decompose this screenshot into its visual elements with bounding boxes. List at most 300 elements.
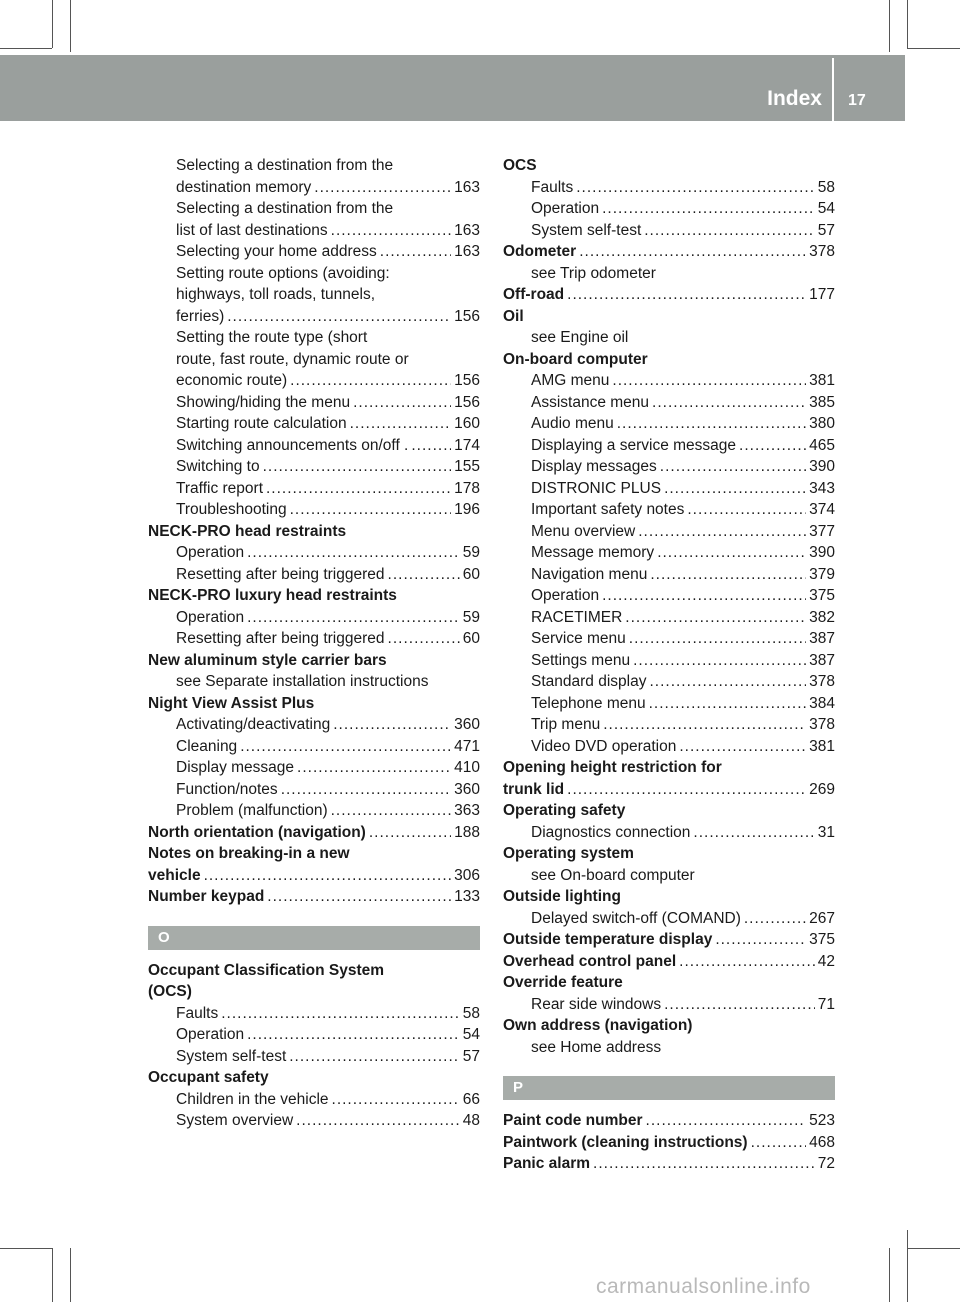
index-column-right (503, 155, 835, 1175)
entry-label: Troubleshooting (176, 501, 287, 518)
page-reference: 196 (454, 501, 480, 518)
index-entry (148, 1067, 480, 1089)
entry-label: Children in the vehicle (176, 1090, 329, 1108)
leader-dots (638, 521, 806, 543)
page-reference: 60 (462, 630, 480, 647)
entry-label: Operation (176, 1026, 245, 1043)
entry-label: Panic alarm (503, 1155, 591, 1172)
index-subentry (503, 327, 835, 349)
section-header: O (148, 926, 480, 950)
page-reference: 375 (809, 931, 835, 948)
leader-dots (332, 1089, 460, 1111)
page-reference: 306 (454, 866, 480, 884)
leader-dots (602, 585, 806, 607)
entry-label: Telephone menu (531, 694, 646, 712)
entry-label: NECK-PRO head restraints (148, 522, 347, 540)
entry-label: Operation (531, 587, 600, 604)
index-subentry (148, 1024, 480, 1046)
page-reference: 374 (809, 501, 835, 518)
page-reference: 379 (809, 565, 835, 583)
leader-dots (602, 198, 815, 220)
index-subentry (503, 628, 835, 650)
index-entry (503, 241, 835, 263)
index-subentry (503, 736, 835, 758)
page-reference: 377 (809, 522, 835, 540)
crop-mark (0, 1248, 52, 1249)
index-subentry (148, 779, 480, 801)
page-reference: 343 (809, 479, 835, 497)
index-subentry (148, 327, 480, 349)
index-entry (148, 521, 480, 543)
leader-dots (350, 413, 452, 435)
entry-label: Operation (531, 200, 600, 217)
leader-dots (388, 564, 460, 586)
entry-label: Video DVD operation (531, 737, 677, 755)
index-subentry (503, 413, 835, 435)
leader-dots (331, 800, 452, 822)
index-subentry (503, 220, 835, 242)
leader-dots (240, 736, 451, 758)
page-reference: 58 (462, 1004, 480, 1022)
leader-dots (679, 736, 806, 758)
index-entry (148, 585, 480, 607)
entry-label: Overhead control panel (503, 952, 677, 970)
entry-label: Function/notes (176, 780, 278, 798)
entry-label: System self-test (531, 221, 642, 239)
page-reference: 363 (454, 802, 480, 819)
index-subentry (503, 521, 835, 543)
index-entry (148, 822, 480, 844)
page-reference: 48 (462, 1112, 480, 1129)
index-subentry (148, 736, 480, 758)
leader-dots (751, 1132, 807, 1154)
crop-mark (889, 1248, 890, 1302)
index-entry (148, 650, 480, 672)
entry-label: Override feature (503, 974, 623, 991)
entry-label: Traffic report (176, 479, 263, 497)
leader-dots (715, 929, 806, 951)
entry-label: Navigation menu (531, 565, 648, 583)
page-reference: 42 (817, 952, 835, 970)
entry-label: Outside temperature display (503, 931, 713, 948)
entry-label: list of last destinations (176, 221, 328, 239)
page-reference: 59 (462, 544, 480, 561)
page-reference: 382 (809, 608, 835, 626)
page-reference: 160 (454, 415, 480, 432)
leader-dots (617, 413, 806, 435)
index-entry (503, 1132, 835, 1154)
index-subentry (503, 908, 835, 930)
page-reference: 156 (454, 307, 480, 325)
page-reference: 54 (817, 200, 835, 217)
page-reference: 177 (809, 286, 835, 303)
entry-label: Night View Assist Plus (148, 694, 315, 712)
index-subentry (148, 607, 480, 629)
page-reference: 390 (809, 544, 835, 561)
leader-dots (281, 779, 451, 801)
entry-label: see Engine oil (531, 329, 629, 346)
page-reference: 375 (809, 587, 835, 604)
entry-label: highways, toll roads, tunnels, (176, 286, 376, 303)
index-subentry (148, 1003, 480, 1025)
entry-label: (OCS) (148, 983, 192, 1000)
leader-dots (629, 628, 806, 650)
page-reference: 471 (454, 737, 480, 755)
index-subentry (148, 392, 480, 414)
index-subentry (148, 456, 480, 478)
entry-label: Service menu (531, 630, 626, 647)
crop-mark (907, 0, 908, 48)
page-reference: 71 (817, 995, 835, 1013)
page-reference: 267 (809, 909, 835, 927)
entry-label: OCS (503, 157, 537, 174)
index-entry (503, 800, 835, 822)
index-subentry (503, 822, 835, 844)
entry-label: Resetting after being triggered (176, 630, 385, 647)
entry-label: Oil (503, 307, 524, 325)
leader-dots (227, 306, 451, 328)
index-entry (503, 951, 835, 973)
entry-label: Notes on breaking-in a new (148, 845, 350, 862)
entry-label: Operating safety (503, 802, 626, 819)
leader-dots (247, 542, 460, 564)
leader-dots (247, 1024, 460, 1046)
crop-mark (52, 1248, 53, 1302)
entry-label: ferries) (176, 307, 225, 325)
leader-dots (267, 886, 451, 908)
index-entry (503, 757, 835, 779)
page-reference: 59 (462, 608, 480, 626)
index-subentry (148, 542, 480, 564)
entry-label: Operation (176, 608, 245, 626)
leader-dots (650, 564, 806, 586)
leader-dots (679, 951, 815, 973)
leader-dots (739, 435, 806, 457)
entry-label: Problem (malfunction) (176, 802, 328, 819)
index-subentry (148, 284, 480, 306)
leader-dots (289, 1046, 460, 1068)
entry-label: RACETIMER (531, 608, 623, 626)
index-subentry (503, 198, 835, 220)
entry-label: Odometer (503, 243, 577, 260)
crop-mark (907, 1230, 908, 1302)
page-reference: 133 (454, 888, 480, 905)
entry-label: Setting route options (avoiding: (176, 264, 390, 282)
entry-label: vehicle (148, 866, 201, 884)
entry-label: On-board computer (503, 350, 648, 368)
leader-dots (633, 650, 806, 672)
index-column-left (148, 155, 480, 1132)
entry-label: Rear side windows (531, 995, 662, 1013)
leader-dots (744, 908, 806, 930)
entry-label: Switching to (176, 458, 260, 475)
page-reference: 66 (462, 1090, 480, 1108)
entry-label: Occupant Classification System (148, 961, 385, 979)
index-entry (148, 865, 480, 887)
entry-label: Operation (176, 544, 245, 561)
entry-label: trunk lid (503, 780, 565, 798)
page-number: 17 (848, 92, 866, 109)
index-entry (503, 1153, 835, 1175)
entry-label: NECK-PRO luxury head restraints (148, 587, 397, 604)
page-reference: 378 (809, 243, 835, 260)
entry-label: Message memory (531, 544, 655, 561)
leader-dots (652, 392, 806, 414)
index-subentry (503, 177, 835, 199)
index-subentry (148, 499, 480, 521)
leader-dots (567, 284, 806, 306)
page-reference: 156 (454, 372, 480, 389)
index-entry (503, 972, 835, 994)
entry-label: AMG menu (531, 372, 610, 389)
page-reference: 378 (809, 673, 835, 690)
index-subentry (148, 177, 480, 199)
page-reference: 410 (454, 759, 480, 776)
entry-label: North orientation (navigation) (148, 823, 366, 841)
page-reference: 156 (454, 393, 480, 411)
entry-label: Faults (176, 1004, 219, 1022)
index-subentry (148, 564, 480, 586)
entry-label: Operating system (503, 845, 634, 862)
entry-label: Menu overview (531, 522, 636, 540)
index-subentry (503, 1037, 835, 1059)
index-subentry (503, 478, 835, 500)
page-reference: 188 (454, 823, 480, 841)
entry-label: Outside lighting (503, 888, 621, 905)
leader-dots (579, 241, 806, 263)
page-reference: 387 (809, 630, 835, 647)
page-reference: 390 (809, 458, 835, 475)
page-reference: 163 (454, 243, 480, 260)
leader-dots (649, 693, 807, 715)
page-reference: 465 (809, 436, 835, 454)
leader-dots (333, 714, 451, 736)
entry-label: Activating/deactivating (176, 716, 331, 733)
entry-label: route, fast route, dynamic route or (176, 350, 409, 368)
entry-label: Showing/hiding the menu (176, 393, 351, 411)
page-reference: 174 (454, 436, 480, 454)
index-entry (148, 960, 480, 982)
leader-dots (693, 822, 814, 844)
page-reference: 360 (454, 716, 480, 733)
index-entry (503, 929, 835, 951)
index-subentry (503, 456, 835, 478)
index-subentry (148, 628, 480, 650)
entry-label: Occupant safety (148, 1069, 269, 1086)
leader-dots (411, 435, 451, 457)
crop-mark (0, 48, 52, 49)
entry-label: see Home address (531, 1038, 662, 1056)
entry-label: Own address (navigation) (503, 1017, 693, 1034)
page-reference: 269 (809, 780, 835, 798)
index-subentry (503, 693, 835, 715)
index-subentry (148, 1089, 480, 1111)
leader-dots (644, 220, 815, 242)
page-reference: 381 (809, 372, 835, 389)
index-subentry (148, 757, 480, 779)
index-subentry (503, 671, 835, 693)
leader-dots (266, 478, 451, 500)
entry-label: Cleaning (176, 737, 238, 755)
leader-dots (649, 671, 806, 693)
leader-dots (353, 392, 451, 414)
index-subentry (503, 564, 835, 586)
page-reference: 385 (809, 393, 835, 411)
index-subentry (503, 263, 835, 285)
leader-dots (314, 177, 451, 199)
page-reference: 31 (817, 823, 835, 841)
index-entry (148, 693, 480, 715)
page-reference: 468 (809, 1133, 835, 1151)
entry-label: New aluminum style carrier bars (148, 651, 387, 669)
leader-dots (297, 757, 451, 779)
leader-dots (593, 1153, 815, 1175)
index-subentry (503, 542, 835, 564)
entry-label: Settings menu (531, 651, 631, 669)
index-entry (503, 1015, 835, 1037)
page-reference: 57 (817, 221, 835, 239)
leader-dots (687, 499, 806, 521)
crop-mark (889, 0, 890, 52)
index-entry (148, 843, 480, 865)
crop-mark (907, 1248, 960, 1249)
index-entry (503, 155, 835, 177)
entry-label: Selecting a destination from the (176, 200, 394, 217)
page-reference: 360 (454, 780, 480, 798)
index-entry (503, 779, 835, 801)
crop-mark (70, 0, 71, 52)
entry-label: see Trip odometer (531, 264, 656, 282)
entry-label: Display message (176, 759, 295, 776)
index-entry (148, 886, 480, 908)
entry-label: Displaying a service message (531, 436, 737, 454)
entry-label: Off-road (503, 286, 565, 303)
leader-dots (247, 607, 460, 629)
leader-dots (369, 822, 451, 844)
leader-dots (388, 628, 460, 650)
index-subentry (503, 585, 835, 607)
leader-dots (660, 456, 806, 478)
entry-label: Selecting a destination from the (176, 157, 394, 174)
index-subentry (148, 349, 480, 371)
entry-label: Starting route calculation (176, 415, 347, 432)
leader-dots (263, 456, 452, 478)
entry-label: Switching announcements on/off . (176, 436, 409, 454)
index-subentry (503, 650, 835, 672)
leader-dots (612, 370, 806, 392)
page-reference: 57 (462, 1047, 480, 1065)
index-entry (503, 349, 835, 371)
leader-dots (657, 542, 806, 564)
entry-label: Diagnostics connection (531, 823, 691, 841)
entry-label: System overview (176, 1112, 294, 1129)
page-reference: 54 (462, 1026, 480, 1043)
index-subentry (503, 865, 835, 887)
page-reference: 163 (454, 221, 480, 239)
header-divider (832, 58, 834, 121)
entry-label: System self-test (176, 1047, 287, 1065)
index-entry (503, 284, 835, 306)
index-entry (503, 886, 835, 908)
index-subentry (148, 241, 480, 263)
index-subentry (148, 263, 480, 285)
index-subentry (503, 994, 835, 1016)
entry-label: Opening height restriction for (503, 759, 722, 776)
index-subentry (148, 478, 480, 500)
page-title: Index (767, 87, 822, 110)
leader-dots (296, 1110, 460, 1132)
watermark: carmanualsonline.info (596, 1275, 811, 1298)
leader-dots (576, 177, 815, 199)
page-reference: 60 (462, 565, 480, 583)
index-subentry (148, 1046, 480, 1068)
page-reference: 380 (809, 415, 835, 432)
leader-dots (331, 220, 451, 242)
leader-dots (290, 370, 451, 392)
entry-label: Standard display (531, 673, 647, 690)
entry-label: Trip menu (531, 716, 601, 733)
leader-dots (625, 607, 806, 629)
index-subentry (503, 607, 835, 629)
section-header: P (503, 1076, 835, 1100)
index-subentry (503, 392, 835, 414)
index-subentry (503, 499, 835, 521)
entry-label: economic route) (176, 372, 288, 389)
index-subentry (148, 714, 480, 736)
page-reference: 384 (809, 694, 835, 712)
entry-label: Selecting your home address (176, 243, 377, 260)
crop-mark (907, 48, 960, 49)
leader-dots (664, 994, 815, 1016)
entry-label: Delayed switch-off (COMAND) (531, 909, 741, 927)
entry-label: Paintwork (cleaning instructions) (503, 1133, 748, 1151)
crop-mark (70, 1248, 71, 1302)
entry-label: Audio menu (531, 415, 614, 432)
index-subentry (148, 220, 480, 242)
entry-label: destination memory (176, 178, 312, 196)
index-subentry (148, 435, 480, 457)
leader-dots (603, 714, 806, 736)
index-subentry (148, 198, 480, 220)
page-reference: 387 (809, 651, 835, 669)
index-subentry (148, 413, 480, 435)
entry-label: Paint code number (503, 1112, 643, 1129)
leader-dots (646, 1110, 807, 1132)
page-reference: 178 (454, 479, 480, 497)
leader-dots (204, 865, 452, 887)
index-subentry (503, 714, 835, 736)
index-entry (503, 843, 835, 865)
leader-dots (290, 499, 452, 521)
index-entry (503, 1110, 835, 1132)
entry-label: see Separate installation instructions (176, 673, 429, 690)
index-subentry (148, 370, 480, 392)
entry-label: Important safety notes (531, 501, 685, 518)
index-subentry (148, 306, 480, 328)
entry-label: Assistance menu (531, 393, 650, 411)
index-subentry (503, 370, 835, 392)
entry-label: Faults (531, 178, 574, 196)
page-reference: 523 (809, 1112, 835, 1129)
index-subentry (148, 671, 480, 693)
index-subentry (148, 800, 480, 822)
page-reference: 381 (809, 737, 835, 755)
leader-dots (664, 478, 806, 500)
leader-dots (380, 241, 451, 263)
index-subentry (503, 435, 835, 457)
leader-dots (221, 1003, 460, 1025)
index-entry (503, 306, 835, 328)
